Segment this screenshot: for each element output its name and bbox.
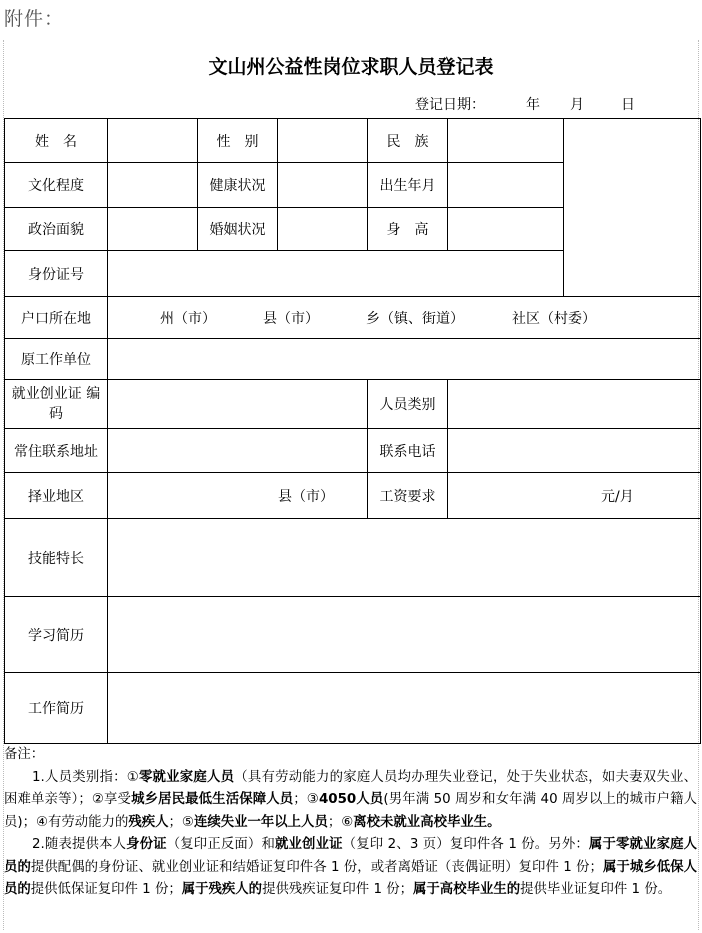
former-employer-label: 原工作单位 (5, 339, 108, 380)
health-field[interactable] (278, 163, 368, 208)
political-label: 政治面貌 (5, 208, 108, 251)
gender-field[interactable] (278, 119, 368, 163)
height-label: 身 高 (368, 208, 448, 251)
date-year: 年 (526, 97, 540, 113)
address-label: 常住联系地址 (5, 429, 108, 473)
photo-box[interactable] (564, 119, 701, 297)
name-label: 姓 名 (5, 119, 108, 163)
ethnicity-field[interactable] (448, 119, 564, 163)
note-item-1: 1.人员类别指：①零就业家庭人员（具有劳动能力的家庭人员均办理失业登记，处于失业状态，如夫妻双失业、困难单亲等）；②享受城乡居民最低生活保障人员；③4050人员(男年满 50 周岁和女年满 40 周岁以上的城市户籍人员)；④有劳动能力的残疾人；⑤连续失业一年以上人员；⑥离校未就业高校毕业生。 (4, 769, 698, 830)
birth-label: 出生年月 (368, 163, 448, 208)
hukou-label: 户口所在地 (5, 297, 108, 339)
birth-field[interactable] (448, 163, 564, 208)
skills-field[interactable] (108, 519, 701, 597)
phone-label: 联系电话 (368, 429, 448, 473)
notes-heading: 备注： (4, 747, 45, 762)
salary-unit: 元/月 (601, 488, 634, 505)
education-label: 文化程度 (5, 163, 108, 208)
employment-cert-field[interactable] (108, 380, 368, 429)
study-history-label: 学习简历 (5, 597, 108, 673)
hukou-field[interactable] (108, 297, 701, 339)
study-history-field[interactable] (108, 597, 701, 673)
person-category-label: 人员类别 (368, 380, 448, 429)
marital-field[interactable] (278, 208, 368, 251)
salary-field[interactable] (448, 473, 701, 519)
name-field[interactable] (108, 119, 198, 163)
id-number-field[interactable] (108, 251, 564, 297)
marital-label: 婚姻状况 (198, 208, 278, 251)
address-field[interactable] (108, 429, 368, 473)
hukou-township: 乡（镇、街道） (366, 310, 464, 327)
hukou-county: 县（市） (263, 310, 319, 327)
work-area-field[interactable] (108, 473, 368, 519)
notes-section (4, 744, 697, 902)
date-label: 登记日期： (415, 97, 485, 113)
registration-table (4, 118, 701, 744)
former-employer-field[interactable] (108, 339, 701, 380)
work-area-unit: 县（市） (278, 488, 334, 505)
id-number-label: 身份证号 (5, 251, 108, 297)
salary-label: 工资要求 (368, 473, 448, 519)
height-field[interactable] (448, 208, 564, 251)
date-month: 月 (570, 97, 584, 113)
work-history-field[interactable] (108, 673, 701, 744)
employment-cert-label: 就业创业证 编码 (5, 380, 108, 429)
note-item-2: 2.随表提供本人身份证（复印正反面）和就业创业证（复印 2、3 页）复印件各 1 份。另外：属于零就业家庭人员的提供配偶的身份证、就业创业证和结婚证复印件各 1 份，或者离婚证（丧偶证明）复印件 1 份；属于城乡低保人员的提供低保证复印件 1 份；属于残疾人的提供残疾证复印件 1 份；属于高校毕业生的提供毕业证复印件 1 份。 (4, 837, 698, 897)
ethnicity-label: 民 族 (368, 119, 448, 163)
work-area-label: 择业地区 (5, 473, 108, 519)
education-field[interactable] (108, 163, 198, 208)
date-day: 日 (621, 97, 635, 113)
hukou-prefecture: 州（市） (160, 310, 216, 327)
phone-field[interactable] (448, 429, 701, 473)
skills-label: 技能特长 (5, 519, 108, 597)
attachment-label: 附件： (4, 8, 65, 30)
person-category-field[interactable] (448, 380, 701, 429)
form-title: 文山州公益性岗位求职人员登记表 (208, 56, 494, 78)
health-label: 健康状况 (198, 163, 278, 208)
gender-label: 性 别 (198, 119, 278, 163)
work-history-label: 工作简历 (5, 673, 108, 744)
political-field[interactable] (108, 208, 198, 251)
hukou-community: 社区（村委） (512, 310, 596, 327)
